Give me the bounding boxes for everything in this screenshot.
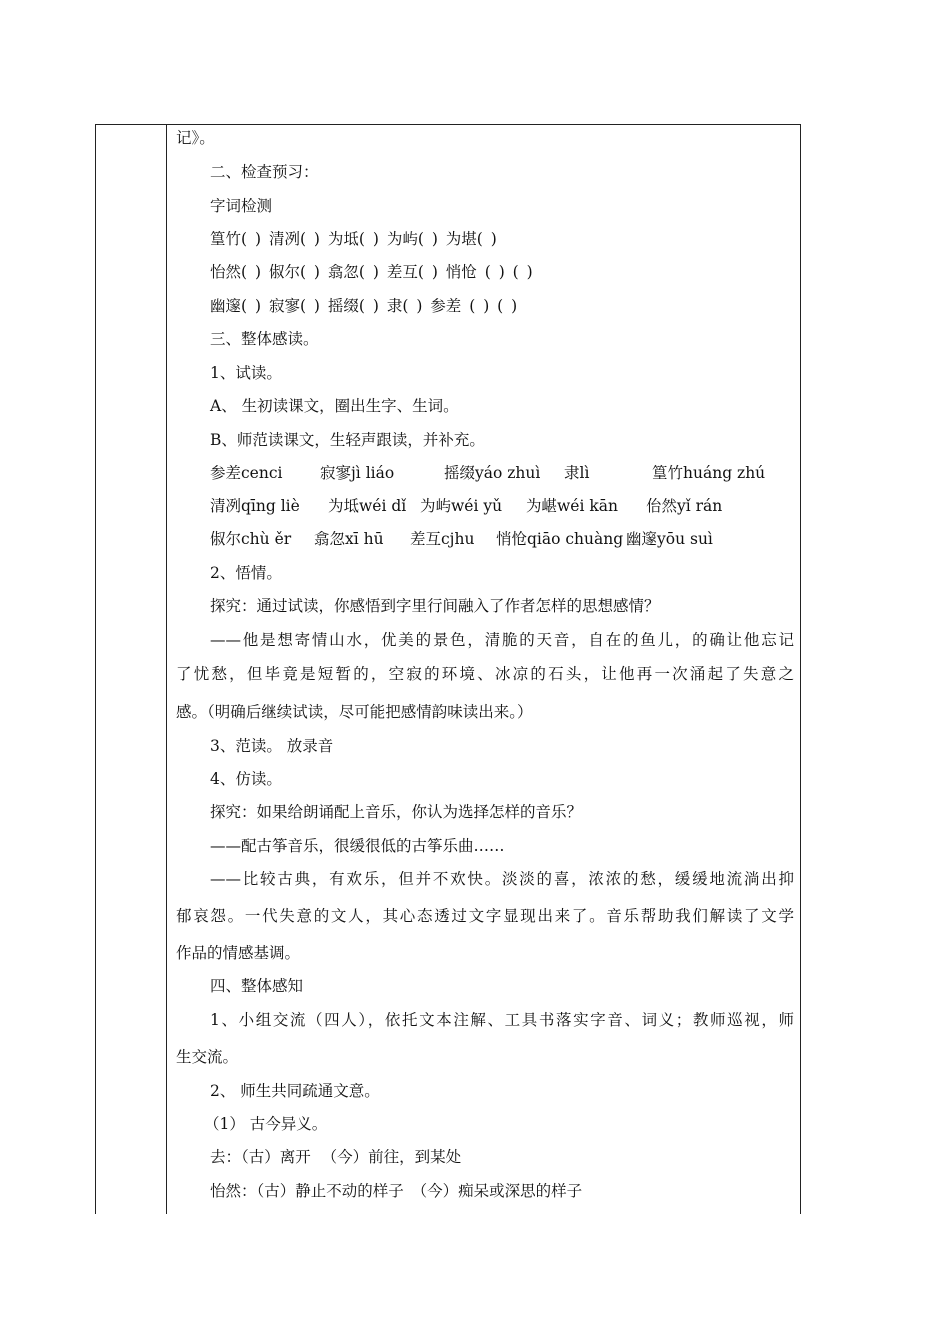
text-line: 生交流。 bbox=[176, 1048, 239, 1066]
pinyin-entry: 悄怆qiāo chuàng bbox=[496, 530, 624, 548]
text-line: 作品的情感基调。 bbox=[176, 944, 301, 962]
pinyin-entry: 幽邃yōu suì bbox=[626, 530, 713, 548]
text-line: 幽邃( ) 寂寥( ) 摇缀( ) 隶( ) 参差 ( ) ( ) bbox=[210, 297, 518, 315]
pinyin-entry: 佁然yǐ rán bbox=[646, 497, 723, 515]
section-heading: 4、仿读。 bbox=[210, 770, 282, 788]
text-line: 字词检测 bbox=[210, 197, 273, 215]
table-left-border bbox=[95, 124, 96, 1214]
table-right-border bbox=[800, 124, 801, 1214]
text-line: 2、 师生共同疏通文意。 bbox=[210, 1082, 380, 1100]
pinyin-entry: 为屿wéi yǔ bbox=[420, 497, 503, 515]
text-line: 篁竹( ) 清冽( ) 为坻( ) 为屿( ) 为堪( ) bbox=[210, 230, 497, 248]
pinyin-entry: 差互cjhu bbox=[410, 530, 475, 548]
pinyin-row bbox=[210, 529, 713, 549]
text-line: 郁哀怨。一代失意的文人，其心态透过文字显现出来了。音乐帮助我们解读了文学 bbox=[176, 907, 794, 925]
pinyin-entry: 隶lì bbox=[564, 464, 590, 482]
text-line: ——配古筝音乐，很缓很低的古筝乐曲…… bbox=[210, 837, 505, 855]
pinyin-entry: 为坻wéi dǐ bbox=[328, 497, 407, 515]
text-line: 探究：如果给朗诵配上音乐，你认为选择怎样的音乐？ bbox=[210, 803, 583, 821]
text-line: 记》。 bbox=[176, 129, 215, 147]
section-heading: 2、悟情。 bbox=[210, 564, 282, 582]
pinyin-entry: 为嵁wéi kān bbox=[526, 497, 618, 515]
text-line: 怡然：（古）静止不动的样子 （今）痴呆或深思的样子 bbox=[210, 1182, 583, 1200]
pinyin-entry: 俶尔chù ěr bbox=[210, 530, 292, 548]
text-line: 探究：通过试读，你感悟到字里行间融入了作者怎样的思想感情？ bbox=[210, 597, 660, 615]
text-line: 了忧愁，但毕竟是短暂的，空寂的环境、冰凉的石头，让他再一次涌起了失意之 bbox=[176, 665, 794, 683]
text-line: 去：（古）离开 （今）前往，到某处 bbox=[210, 1148, 462, 1166]
section-heading: 3、范读。 放录音 bbox=[210, 737, 334, 755]
pinyin-entry: 寂寥jì liáo bbox=[320, 464, 395, 482]
table-column-divider bbox=[166, 124, 167, 1214]
section-heading: 四、整体感知 bbox=[210, 977, 304, 995]
text-line: 怡然( ) 俶尔( ) 翕忽( ) 差互( ) 悄怆 ( ) ( ) bbox=[210, 263, 533, 281]
pinyin-row bbox=[210, 463, 765, 483]
pinyin-row bbox=[210, 496, 722, 516]
text-line: 1、试读。 bbox=[210, 364, 282, 382]
text-line: A、 生初读课文，圈出生字、生词。 bbox=[210, 397, 459, 415]
pinyin-entry: 参差cenci bbox=[210, 464, 283, 482]
section-heading: 二、检查预习： bbox=[210, 163, 319, 181]
text-line: 感。（明确后继续试读，尽可能把感情韵味读出来。） bbox=[176, 703, 533, 721]
table-top-border bbox=[95, 124, 801, 125]
pinyin-entry: 篁竹huáng zhú bbox=[652, 464, 766, 482]
text-line: ——比较古典，有欢乐，但并不欢快。淡淡的喜，浓浓的愁，缓缓地流淌出抑 bbox=[210, 870, 794, 888]
subsection-heading: （1） 古今异义。 bbox=[204, 1115, 328, 1133]
section-heading: 三、整体感读。 bbox=[210, 330, 319, 348]
text-line: ——他是想寄情山水，优美的景色，清脆的天音，自在的鱼儿，的确让他忘记 bbox=[210, 631, 794, 649]
text-line: 1、小组交流（四人），依托文本注解、工具书落实字音、词义；教师巡视，师 bbox=[210, 1011, 794, 1029]
pinyin-entry: 清冽qīng liè bbox=[210, 497, 300, 515]
pinyin-entry: 翕忽xī hū bbox=[314, 530, 384, 548]
pinyin-entry: 摇缀yáo zhuì bbox=[444, 464, 541, 482]
text-line: B、师范读课文，生轻声跟读，并补充。 bbox=[210, 431, 485, 449]
